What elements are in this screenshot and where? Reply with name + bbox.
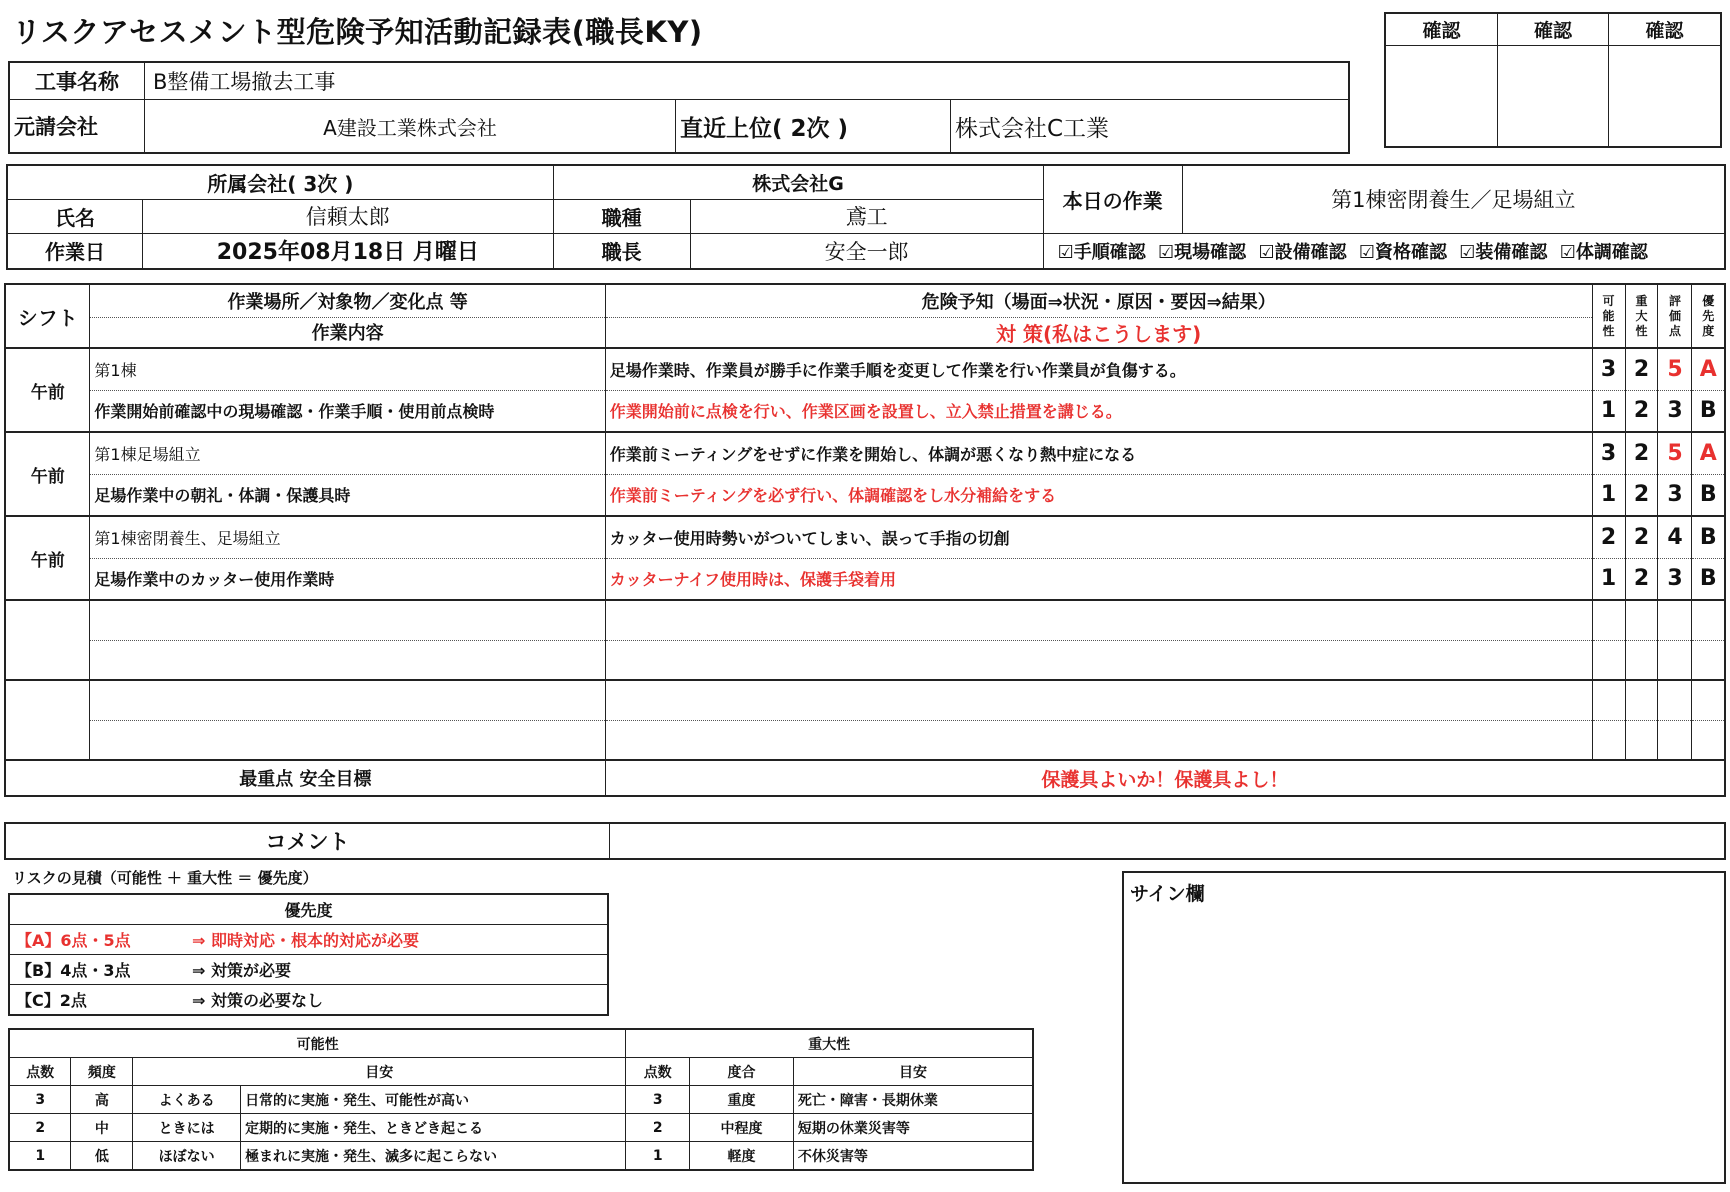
row-possibility[interactable]: 2 <box>1592 516 1625 558</box>
row-shift-empty[interactable] <box>5 680 90 760</box>
scale-sp: 2 <box>626 1114 690 1142</box>
check-equipment[interactable]: ☑設備確認 <box>1258 241 1347 263</box>
row-severity[interactable]: 2 <box>1625 432 1658 474</box>
goal-label: 最重点 安全目標 <box>5 760 605 796</box>
scale-d: 重度 <box>690 1086 794 1114</box>
ky-row-empty-2 <box>5 680 1725 720</box>
row-cell-empty[interactable] <box>1658 640 1692 680</box>
row-cell-empty[interactable] <box>1592 600 1625 640</box>
row-priority-after[interactable]: B <box>1692 390 1725 432</box>
date-label: 作業日 <box>7 233 143 269</box>
row-hazard-empty[interactable] <box>605 600 1592 640</box>
row-cell-empty[interactable] <box>1625 680 1658 720</box>
sign-box[interactable] <box>1122 871 1726 1184</box>
row-score[interactable]: 4 <box>1658 516 1692 558</box>
priority-c-label: 【C】2点 <box>9 985 186 1016</box>
priority-c-desc: ⇒ 対策の必要なし <box>186 985 608 1016</box>
row-place-empty[interactable] <box>90 600 605 640</box>
prime-value[interactable]: A建設工業株式会社 <box>145 100 676 154</box>
scale-sg: 死亡・障害・長期休業 <box>793 1086 1033 1114</box>
row-content-empty[interactable] <box>90 720 605 760</box>
priority-a-desc: ⇒ 即時対応・根本的対応が必要 <box>186 925 608 955</box>
scale-p: 1 <box>9 1142 71 1171</box>
score-header: 評 価 点 <box>1658 284 1692 348</box>
prime-label: 元請会社 <box>9 100 145 154</box>
today-value[interactable]: 第1棟密閉養生／足場組立 <box>1182 165 1725 233</box>
scale-p: 3 <box>9 1086 71 1114</box>
row-score[interactable]: 5 <box>1658 432 1692 474</box>
row-possibility-after[interactable]: 1 <box>1592 474 1625 516</box>
ky-row-2 <box>5 432 1725 474</box>
priority-legend-header: 優先度 <box>9 894 608 925</box>
scale-fd: よくある <box>133 1086 241 1114</box>
row-priority[interactable]: B <box>1692 516 1725 558</box>
priority-b-label: 【B】4点・3点 <box>9 955 186 985</box>
confirm-stamp-2[interactable] <box>1497 45 1608 147</box>
date-value[interactable]: 2025年08月18日 月曜日 <box>143 233 554 269</box>
scale-fd: ほぼない <box>133 1142 241 1171</box>
row-hazard[interactable]: カッター使用時勢いがついてしまい、誤って手指の切創 <box>605 516 1592 558</box>
scale-sp: 3 <box>626 1086 690 1114</box>
scale-fd: ときには <box>133 1114 241 1142</box>
row-measure[interactable]: 作業開始前に点検を行い、作業区画を設置し、立入禁止措置を講じる。 <box>605 390 1592 432</box>
row-hazard-empty[interactable] <box>605 680 1592 720</box>
row-cell-empty[interactable] <box>1625 720 1658 760</box>
row-score-after[interactable]: 3 <box>1658 558 1692 600</box>
row-score[interactable]: 5 <box>1658 348 1692 390</box>
row-place[interactable]: 第1棟密閉養生、足場組立 <box>90 516 605 558</box>
scale-sg: 短期の休業災害等 <box>793 1114 1033 1142</box>
row-severity-after[interactable]: 2 <box>1625 390 1658 432</box>
confirm-stamp-3[interactable] <box>1609 45 1721 147</box>
h-guide: 目安 <box>133 1058 626 1086</box>
row-cell-empty[interactable] <box>1692 680 1725 720</box>
row-measure[interactable]: カッターナイフ使用時は、保護手袋着用 <box>605 558 1592 600</box>
check-gear[interactable]: ☑装備確認 <box>1459 241 1548 263</box>
check-site[interactable]: ☑現場確認 <box>1158 241 1247 263</box>
row-priority[interactable]: A <box>1692 432 1725 474</box>
row-content-empty[interactable] <box>90 640 605 680</box>
sign-label: サイン欄 <box>1130 883 1205 905</box>
row-severity-after[interactable]: 2 <box>1625 558 1658 600</box>
ky-row-3 <box>5 516 1725 558</box>
ky-row-1 <box>5 348 1725 390</box>
company-value[interactable]: 株式会社G <box>553 165 1043 199</box>
row-score-after[interactable]: 3 <box>1658 390 1692 432</box>
row-place[interactable]: 第1棟足場組立 <box>90 432 605 474</box>
scale-f: 低 <box>71 1142 133 1171</box>
scale-sp: 1 <box>626 1142 690 1171</box>
row-place-empty[interactable] <box>90 680 605 720</box>
check-procedure[interactable]: ☑手順確認 <box>1057 241 1146 263</box>
row-shift[interactable]: 午前 <box>5 348 90 432</box>
project-table <box>8 61 1350 154</box>
h-degree: 度合 <box>690 1058 794 1086</box>
comment-field[interactable] <box>610 823 1726 859</box>
row-content[interactable]: 足場作業中のカッター使用作業時 <box>90 558 605 600</box>
comment-table <box>4 822 1726 860</box>
page-title: リスクアセスメント型危険予知活動記録表(職長KY) <box>12 15 703 49</box>
content-header: 作業内容 <box>90 317 605 348</box>
scale-d: 軽度 <box>690 1142 794 1171</box>
check-license[interactable]: ☑資格確認 <box>1358 241 1447 263</box>
severity-header: 重 大 性 <box>1625 284 1658 348</box>
worker-table <box>6 164 1726 270</box>
row-severity[interactable]: 2 <box>1625 516 1658 558</box>
row-shift[interactable]: 午前 <box>5 432 90 516</box>
row-cell-empty[interactable] <box>1658 720 1692 760</box>
scale-g: 極まれに実施・発生、滅多に起こらない <box>241 1142 626 1171</box>
row-content[interactable]: 作業開始前確認中の現場確認・作業手順・使用前点検時 <box>90 390 605 432</box>
type-label: 職種 <box>553 199 690 233</box>
h-freq: 頻度 <box>71 1058 133 1086</box>
row-score-after[interactable]: 3 <box>1658 474 1692 516</box>
row-priority[interactable]: A <box>1692 348 1725 390</box>
project-name-value[interactable]: B整備工場撤去工事 <box>145 62 1350 100</box>
row-cell-empty[interactable] <box>1592 680 1625 720</box>
h-points-sev: 点数 <box>626 1058 690 1086</box>
scale-row-3 <box>9 1086 1033 1114</box>
row-shift-empty[interactable] <box>5 600 90 680</box>
row-cell-empty[interactable] <box>1692 640 1725 680</box>
row-cell-empty[interactable] <box>1658 680 1692 720</box>
priority-legend <box>8 893 609 1016</box>
scale-row-1 <box>9 1142 1033 1171</box>
ky-main-table <box>4 283 1726 797</box>
row-possibility[interactable]: 3 <box>1592 432 1625 474</box>
scale-g: 日常的に実施・発生、可能性が高い <box>241 1086 626 1114</box>
comment-label: コメント <box>5 823 610 859</box>
possibility-header: 可 能 性 <box>1592 284 1625 348</box>
measure-header: 対 策(私はこうします) <box>605 317 1592 348</box>
row-severity-after[interactable]: 2 <box>1625 474 1658 516</box>
row-measure-empty[interactable] <box>605 640 1592 680</box>
row-possibility-after[interactable]: 1 <box>1592 390 1625 432</box>
ky-row-empty-1 <box>5 600 1725 640</box>
scale-table <box>8 1028 1034 1171</box>
row-place[interactable]: 第1棟 <box>90 348 605 390</box>
place-header: 作業場所／対象物／変化点 等 <box>90 284 605 317</box>
company-label: 所属会社( 3次 ) <box>7 165 553 199</box>
h-guide-sev: 目安 <box>793 1058 1033 1086</box>
row-cell-empty[interactable] <box>1692 600 1725 640</box>
possibility-title: 可能性 <box>9 1029 626 1058</box>
scale-g: 定期的に実施・発生、ときどき起こる <box>241 1114 626 1142</box>
name-label: 氏名 <box>7 199 143 233</box>
row-cell-empty[interactable] <box>1692 720 1725 760</box>
confirm-label-3: 確認 <box>1609 13 1721 45</box>
goal-value[interactable]: 保護具よいか！保護具よし！ <box>605 760 1725 796</box>
project-name-label: 工事名称 <box>9 62 145 100</box>
row-cell-empty[interactable] <box>1625 600 1658 640</box>
confirm-stamp-1[interactable] <box>1385 45 1497 147</box>
scale-p: 2 <box>9 1114 71 1142</box>
today-label: 本日の作業 <box>1043 165 1182 233</box>
row-cell-empty[interactable] <box>1625 640 1658 680</box>
upper-value[interactable]: 株式会社C工業 <box>951 100 1350 154</box>
scale-f: 高 <box>71 1086 133 1114</box>
h-points: 点数 <box>9 1058 71 1086</box>
row-cell-empty[interactable] <box>1658 600 1692 640</box>
row-priority-after[interactable]: B <box>1692 474 1725 516</box>
leader-label: 職長 <box>553 233 690 269</box>
row-severity[interactable]: 2 <box>1625 348 1658 390</box>
row-cell-empty[interactable] <box>1592 640 1625 680</box>
confirm-label-1: 確認 <box>1385 13 1497 45</box>
shift-header: シフト <box>5 284 90 348</box>
row-possibility[interactable]: 3 <box>1592 348 1625 390</box>
check-health[interactable]: ☑体調確認 <box>1559 241 1648 263</box>
row-hazard[interactable]: 足場作業時、作業員が勝手に作業手順を変更して作業を行い作業員が負傷する。 <box>605 348 1592 390</box>
priority-header: 優 先 度 <box>1692 284 1725 348</box>
scale-f: 中 <box>71 1114 133 1142</box>
row-measure-empty[interactable] <box>605 720 1592 760</box>
scale-sg: 不休災害等 <box>793 1142 1033 1171</box>
row-priority-after[interactable]: B <box>1692 558 1725 600</box>
row-measure[interactable]: 作業前ミーティングを必ず行い、体調確認をし水分補給をする <box>605 474 1592 516</box>
hazard-header: 危険予知（場面⇒状況・原因・要因⇒結果） <box>605 284 1592 317</box>
check-list <box>1043 233 1725 269</box>
type-value[interactable]: 鳶工 <box>690 199 1043 233</box>
confirm-label-2: 確認 <box>1497 13 1608 45</box>
row-content[interactable]: 足場作業中の朝礼・体調・保護具時 <box>90 474 605 516</box>
name-value[interactable]: 信頼太郎 <box>143 199 554 233</box>
leader-value[interactable]: 安全一郎 <box>690 233 1043 269</box>
row-cell-empty[interactable] <box>1592 720 1625 760</box>
row-hazard[interactable]: 作業前ミーティングをせずに作業を開始し、体調が悪くなり熱中症になる <box>605 432 1592 474</box>
row-shift[interactable]: 午前 <box>5 516 90 600</box>
scale-d: 中程度 <box>690 1114 794 1142</box>
priority-b-desc: ⇒ 対策が必要 <box>186 955 608 985</box>
upper-label: 直近上位( 2次 ) <box>676 100 951 154</box>
priority-a-label: 【A】6点・5点 <box>9 925 186 955</box>
severity-title: 重大性 <box>626 1029 1033 1058</box>
row-possibility-after[interactable]: 1 <box>1592 558 1625 600</box>
scale-row-2 <box>9 1114 1033 1142</box>
risk-title: リスクの見積（可能性 ＋ 重大性 ＝ 優先度） <box>12 869 318 887</box>
confirm-table <box>1384 12 1722 148</box>
